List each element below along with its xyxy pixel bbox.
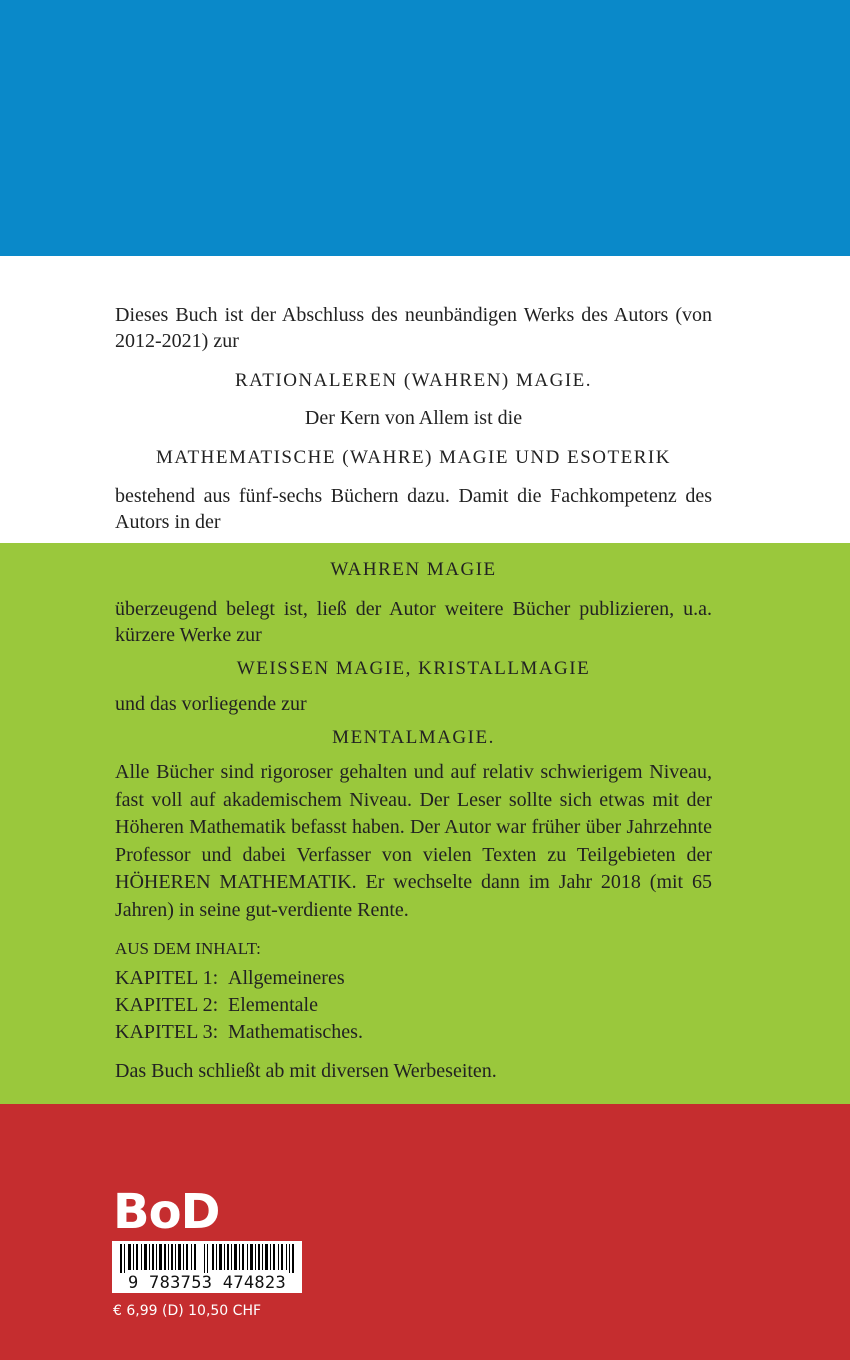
heading-wahren-magie: WAHREN MAGIE [330,559,497,580]
chapter-number: KAPITEL 3: [115,1021,219,1043]
chapter-title: Elementale [228,994,318,1016]
intro-line-kern: Der Kern von Allem ist die [304,407,523,429]
chapter-list [115,965,715,1046]
chapter-title: Mathematisches. [228,1021,363,1043]
price-label: € 6,99 (D) 10,50 CHF [113,1303,262,1319]
barcode-icon [112,1241,302,1273]
intro-paragraph: Dieses Buch ist der Abschluss des neunbändigen Werks des Autors (von 2012-2021) zur [115,304,712,352]
chapter-number: KAPITEL 2: [115,994,219,1016]
chapter-item [115,992,715,1019]
isbn-barcode [112,1241,302,1293]
paragraph-publikationen: überzeugend belegt ist, ließ der Autor weitere Bücher publizieren, u.a. kürzere Werke zur [115,598,712,646]
contents-heading: AUS DEM INHALT: [115,939,261,958]
heading-mathematische-magie: MATHEMATISCHE (WAHRE) MAGIE UND ESOTERIK [156,447,671,468]
closing-line: Das Buch schließt ab mit diversen Werbeseiten. [115,1060,497,1082]
chapter-number: KAPITEL 1: [115,967,219,989]
heading-weisse-magie: WEISSEN MAGIE, KRISTALLMAGIE [236,658,591,679]
heading-rationale-magie: RATIONALEREN (WAHREN) MAGIE. [234,370,593,391]
chapter-item [115,965,715,992]
top-blue-band [0,0,850,256]
heading-mentalmagie: MENTALMAGIE. [332,727,495,748]
publisher-logo: BoD [113,1184,220,1240]
chapter-title: Allgemeineres [228,967,345,989]
paragraph-description: Alle Bücher sind rigoroser gehalten und auf relativ schwierigem Niveau, fast voll auf akademischem Niveau. Der Leser sollte sich etwas mit der Höheren Mathematik befasst haben. Der Autor war früher über Jahrzehnte Professor und dabei Verfasser von vielen Texten zu Teilgebieten der HÖHEREN MATHEMATIK. Er wechselte dann im Jahr 2018 (mit 65 Jahren) in seine gut-verdiente Rente. [115,761,712,921]
isbn-number: 9 783753 474823 [127,1273,287,1293]
intro-paragraph-2: bestehend aus fünf-sechs Büchern dazu. Damit die Fachkompetenz des Autors in der [115,485,712,533]
line-vorliegende: und das vorliegende zur [115,693,307,715]
chapter-item [115,1019,715,1046]
